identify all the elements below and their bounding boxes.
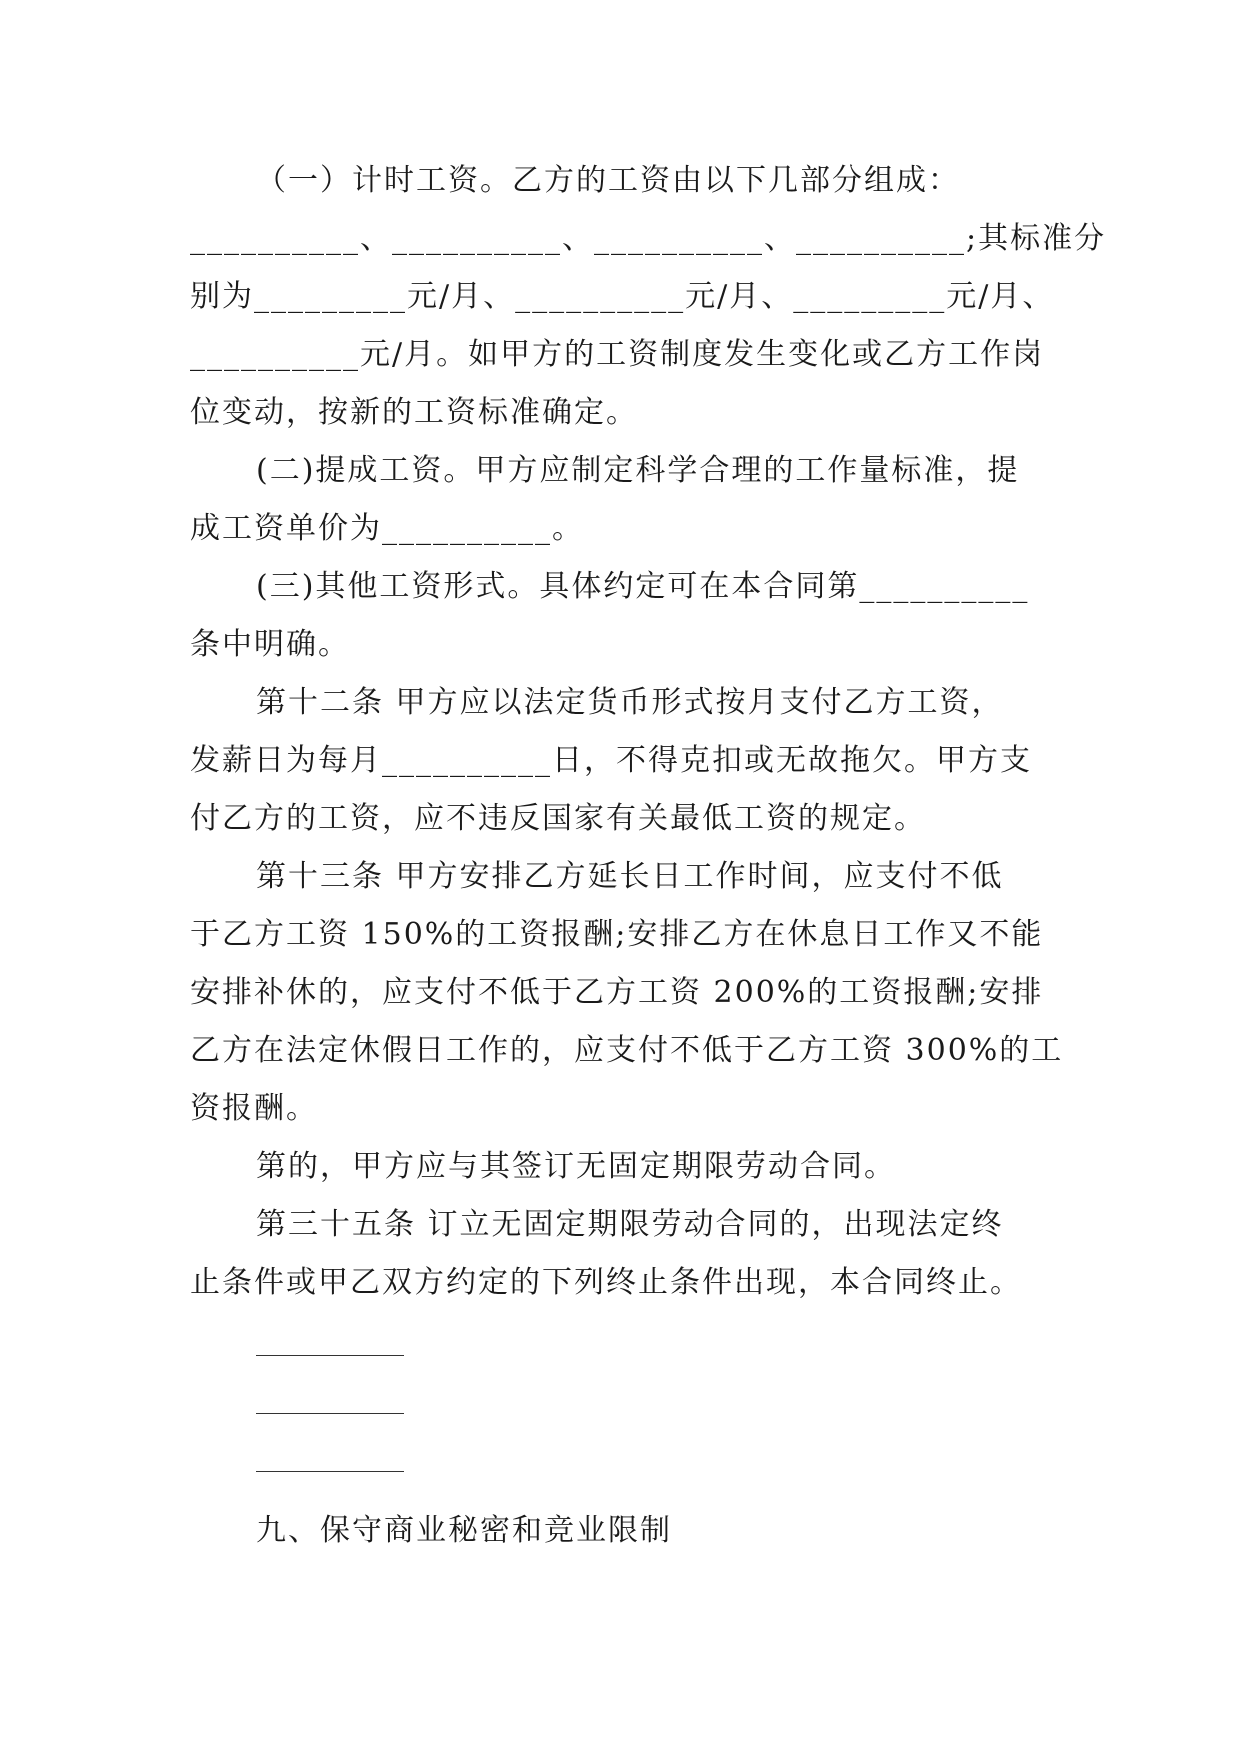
text-line: 于乙方工资 150%的工资报酬;安排乙方在休息日工作又不能 <box>190 917 1044 952</box>
blank-underline <box>256 1355 404 1356</box>
blank-underline <box>256 1413 404 1414</box>
text-line: __________元/月。如甲方的工资制度发生变化或乙方工作岗 <box>190 337 1045 372</box>
text-line: 付乙方的工资，应不违反国家有关最低工资的规定。 <box>190 801 926 836</box>
text-line: 条中明确。 <box>190 627 350 662</box>
text-line: 别为_________元/月、__________元/月、_________元/月、 <box>190 279 1055 314</box>
text-line: 第三十五条 订立无固定期限劳动合同的，出现法定终 <box>256 1207 1004 1242</box>
text-line: 第十二条 甲方应以法定货币形式按月支付乙方工资， <box>256 685 1004 720</box>
text-line: (三)其他工资形式。具体约定可在本合同第__________ <box>256 569 1030 604</box>
blank-underline <box>256 1471 404 1472</box>
text-line: 第十三条 甲方安排乙方延长日工作时间，应支付不低 <box>256 859 1004 894</box>
text-line: __________、__________、__________、__________;其标准分 <box>190 221 1107 256</box>
text-line: 位变动，按新的工资标准确定。 <box>190 395 638 430</box>
section-heading: 九、保守商业秘密和竞业限制 <box>256 1513 672 1548</box>
text-line: 止条件或甲乙双方约定的下列终止条件出现，本合同终止。 <box>190 1265 1022 1300</box>
text-line: 资报酬。 <box>190 1091 318 1126</box>
text-line: 第的，甲方应与其签订无固定期限劳动合同。 <box>256 1149 896 1184</box>
text-line: (二)提成工资。甲方应制定科学合理的工作量标准，提 <box>256 453 1020 488</box>
text-line: （一）计时工资。乙方的工资由以下几部分组成： <box>256 163 960 198</box>
text-line: 成工资单价为__________。 <box>190 511 584 546</box>
text-line: 乙方在法定休假日工作的，应支付不低于乙方工资 300%的工 <box>190 1033 1064 1068</box>
text-line: 发薪日为每月__________日，不得克扣或无故拖欠。甲方支 <box>190 743 1032 778</box>
text-line: 安排补休的，应支付不低于乙方工资 200%的工资报酬;安排 <box>190 975 1044 1010</box>
